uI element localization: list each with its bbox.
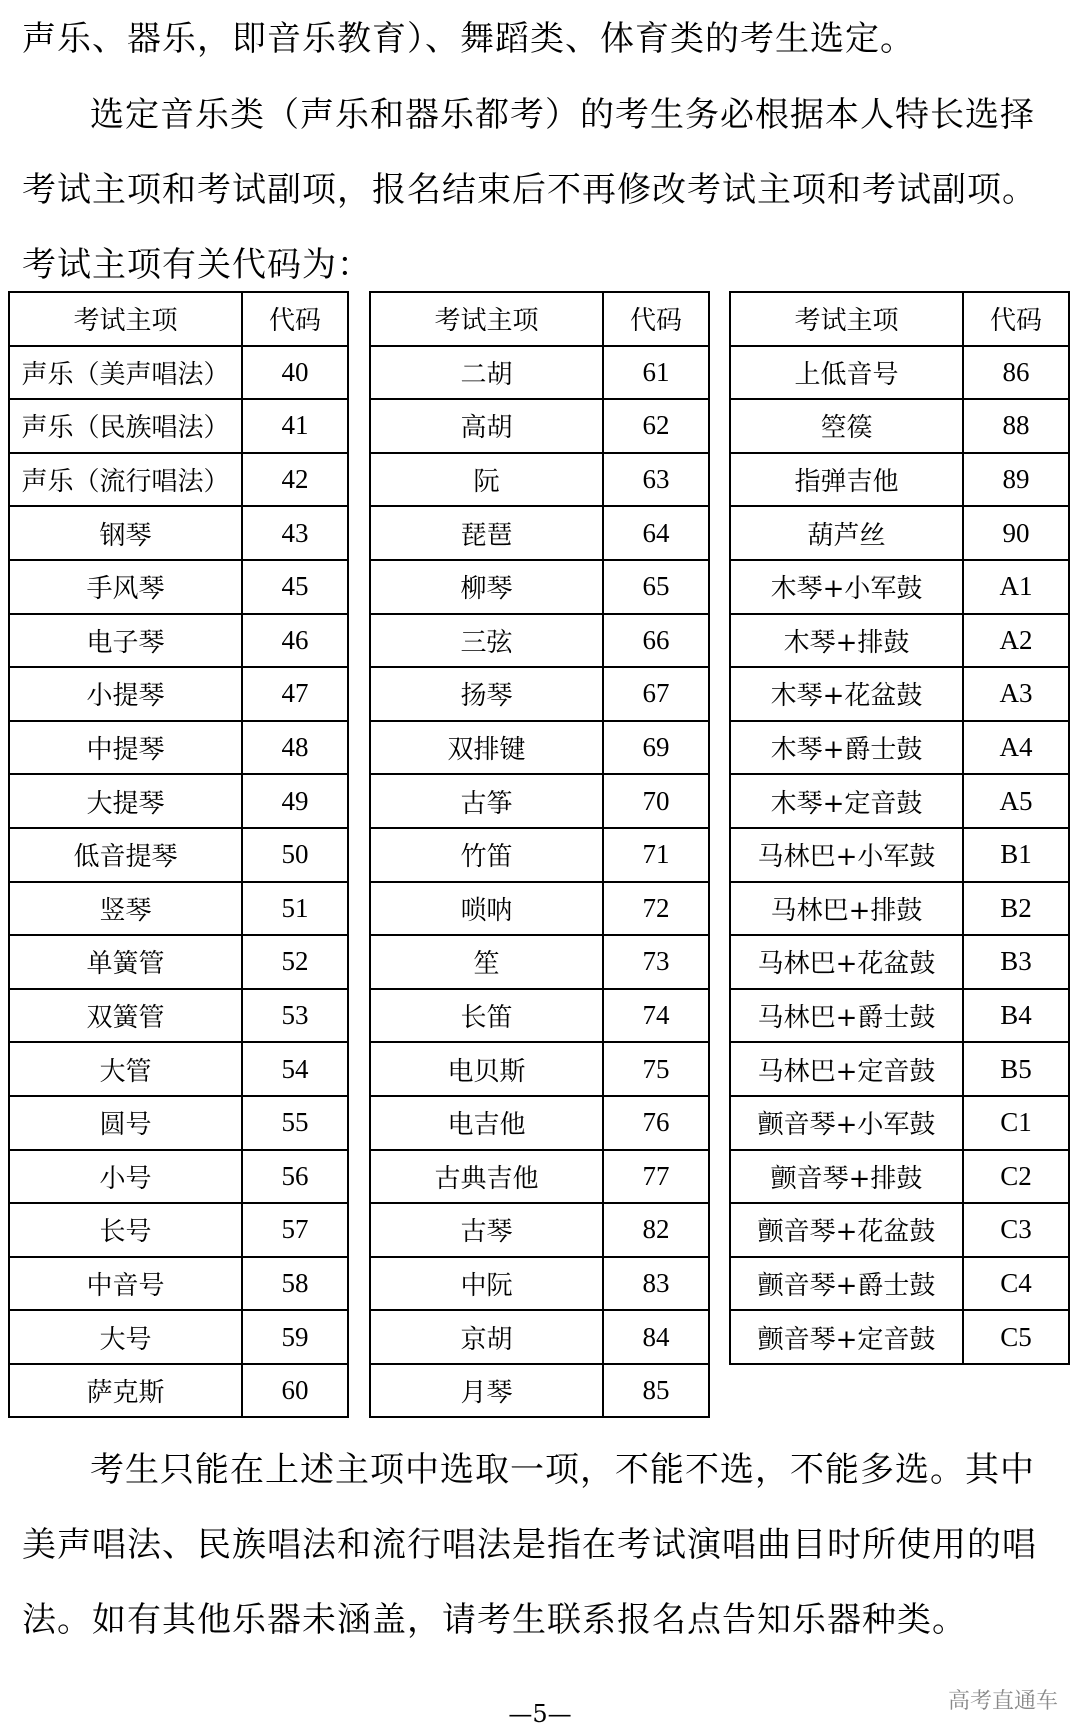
code-cell: 66 [603,614,709,668]
code-cell: 50 [242,828,348,882]
exam-item-cell: 长笛 [370,989,603,1043]
exam-item-cell: 竖琴 [9,882,242,936]
exam-item-cell: 古典吉他 [370,1150,603,1204]
exam-item-cell: 声乐（民族唱法） [9,399,242,453]
table-row [9,399,348,453]
code-cell: 55 [242,1096,348,1150]
exam-item-cell: 指弹吉他 [730,453,963,507]
code-cell: 82 [603,1203,709,1257]
code-cell: 89 [963,453,1069,507]
exam-item-cell: 中音号 [9,1257,242,1311]
exam-item-cell: 木琴+定音鼓 [730,774,963,828]
code-cell: C5 [963,1310,1069,1364]
code-cell: 67 [603,667,709,721]
table-row [9,989,348,1043]
exam-item-cell: 单簧管 [9,935,242,989]
table-row [370,560,709,614]
code-cell: 46 [242,614,348,668]
exam-item-cell: 马林巴+爵士鼓 [730,989,963,1043]
exam-item-cell: 马林巴+小军鼓 [730,828,963,882]
paragraph-top: 声乐、器乐，即音乐教育）、舞蹈类、体育类的考生选定。 [22,19,915,59]
exam-item-cell: 小提琴 [9,667,242,721]
exam-item-cell: 大号 [9,1310,242,1364]
exam-item-cell: 马林巴+定音鼓 [730,1042,963,1096]
exam-item-cell: 扬琴 [370,667,603,721]
code-cell: 90 [963,506,1069,560]
exam-item-cell: 双簧管 [9,989,242,1043]
code-cell: A1 [963,560,1069,614]
exam-item-cell: 中提琴 [9,721,242,775]
paragraph-note: 考生只能在上述主项中选取一项，不能不选，不能多选。其中美声唱法、民族唱法和流行唱法是指在考试演唱曲目时所使用的唱法。如有其他乐器未涵盖，请考生联系报名点告知乐器种类。 [22,1450,1037,1640]
table-row [9,882,348,936]
exam-item-cell: 中阮 [370,1257,603,1311]
code-cell: 64 [603,506,709,560]
table-row [370,989,709,1043]
exam-item-cell: 箜篌 [730,399,963,453]
code-cell: 54 [242,1042,348,1096]
code-cell: 65 [603,560,709,614]
table-row [370,1150,709,1204]
code-cell: 40 [242,346,348,400]
table-row [730,560,1069,614]
code-cell: A5 [963,774,1069,828]
table-row [9,1096,348,1150]
code-cell: 69 [603,721,709,775]
exam-item-cell: 声乐（流行唱法） [9,453,242,507]
code-cell: 63 [603,453,709,507]
exam-item-cell: 小号 [9,1150,242,1204]
table-row [730,1310,1069,1364]
code-cell: 58 [242,1257,348,1311]
table-row [370,453,709,507]
code-cell: 84 [603,1310,709,1364]
exam-item-cell: 笙 [370,935,603,989]
code-cell: 49 [242,774,348,828]
header-exam-item: 考试主项 [730,292,963,346]
code-cell: A2 [963,614,1069,668]
exam-item-cell: 木琴+花盆鼓 [730,667,963,721]
table-row [9,1310,348,1364]
paragraph-intro: 选定音乐类（声乐和器乐都考）的考生务必根据本人特长选择考试主项和考试副项，报名结束后不再修改考试主项和考试副项。考试主项有关代码为： [22,95,1037,285]
code-cell: C1 [963,1096,1069,1150]
exam-item-cell: 萨克斯 [9,1364,242,1418]
exam-item-cell: 颤音琴+爵士鼓 [730,1257,963,1311]
table-row [370,882,709,936]
exam-item-cell: 颤音琴+小军鼓 [730,1096,963,1150]
table-row [9,453,348,507]
table-row [370,1310,709,1364]
exam-item-cell: 长号 [9,1203,242,1257]
exam-item-cell: 双排键 [370,721,603,775]
header-exam-item: 考试主项 [370,292,603,346]
code-cell: 77 [603,1150,709,1204]
code-cell: 53 [242,989,348,1043]
exam-item-cell: 三弦 [370,614,603,668]
code-cell: B1 [963,828,1069,882]
code-cell: B4 [963,989,1069,1043]
exam-item-cell: 低音提琴 [9,828,242,882]
exam-item-cell: 颤音琴+排鼓 [730,1150,963,1204]
table-row [730,828,1069,882]
table-row [9,935,348,989]
code-cell: 56 [242,1150,348,1204]
code-cell: C4 [963,1257,1069,1311]
code-cell: 85 [603,1364,709,1418]
exam-item-cell: 大提琴 [9,774,242,828]
watermark: 高考直通车 [948,1689,1059,1714]
code-cell: 74 [603,989,709,1043]
code-cell: 73 [603,935,709,989]
code-cell: 42 [242,453,348,507]
table-row [370,1042,709,1096]
code-cell: 59 [242,1310,348,1364]
code-cell: 60 [242,1364,348,1418]
exam-item-cell: 声乐（美声唱法） [9,346,242,400]
code-cell: 62 [603,399,709,453]
table-row [730,1042,1069,1096]
table-row [730,721,1069,775]
table-row [730,667,1069,721]
code-cell: 61 [603,346,709,400]
code-cell: 47 [242,667,348,721]
code-cell: 72 [603,882,709,936]
exam-item-cell: 马林巴+花盆鼓 [730,935,963,989]
exam-item-cell: 电贝斯 [370,1042,603,1096]
table-row [9,614,348,668]
code-cell: 88 [963,399,1069,453]
exam-item-cell: 木琴+小军鼓 [730,560,963,614]
exam-item-cell: 木琴+爵士鼓 [730,721,963,775]
table-row [370,667,709,721]
exam-item-cell: 电吉他 [370,1096,603,1150]
exam-item-cell: 大管 [9,1042,242,1096]
table-row [730,989,1069,1043]
table-row [9,667,348,721]
code-cell: 83 [603,1257,709,1311]
exam-item-cell: 京胡 [370,1310,603,1364]
table-row [9,346,348,400]
code-table-3 [729,291,1070,1365]
code-cell: C2 [963,1150,1069,1204]
table-row [9,560,348,614]
exam-item-cell: 圆号 [9,1096,242,1150]
exam-item-cell: 手风琴 [9,560,242,614]
code-cell: 48 [242,721,348,775]
code-cell: A3 [963,667,1069,721]
code-cell: 75 [603,1042,709,1096]
exam-item-cell: 月琴 [370,1364,603,1418]
table-row [370,399,709,453]
table-row [730,506,1069,560]
code-cell: 70 [603,774,709,828]
code-cell: 76 [603,1096,709,1150]
table-row [730,1150,1069,1204]
table-row [370,1364,709,1418]
table-row [730,614,1069,668]
header-code: 代码 [242,292,348,346]
code-cell: 52 [242,935,348,989]
code-table-1 [8,291,349,1418]
code-cell: 51 [242,882,348,936]
table-row [9,1203,348,1257]
table-row [730,399,1069,453]
table-row [370,1257,709,1311]
exam-item-cell: 柳琴 [370,560,603,614]
code-cell: 41 [242,399,348,453]
header-exam-item: 考试主项 [9,292,242,346]
exam-item-cell: 唢呐 [370,882,603,936]
exam-item-cell: 马林巴+排鼓 [730,882,963,936]
table-row [370,1203,709,1257]
table-row [370,935,709,989]
table-row [9,828,348,882]
code-cell: 57 [242,1203,348,1257]
exam-item-cell: 颤音琴+定音鼓 [730,1310,963,1364]
table-row [9,1150,348,1204]
exam-item-cell: 高胡 [370,399,603,453]
header-code: 代码 [603,292,709,346]
table-row [370,1096,709,1150]
exam-item-cell: 竹笛 [370,828,603,882]
table-row [730,935,1069,989]
table-row [730,1096,1069,1150]
table-row [730,882,1069,936]
table-row [370,506,709,560]
table-row [370,614,709,668]
code-cell: 43 [242,506,348,560]
table-row [9,721,348,775]
table-row [9,1364,348,1418]
code-table-2 [369,291,710,1418]
code-cell: B5 [963,1042,1069,1096]
table-row [9,1042,348,1096]
table-row [370,828,709,882]
table-row [370,721,709,775]
exam-item-cell: 葫芦丝 [730,506,963,560]
table-row [730,1257,1069,1311]
table-row [9,506,348,560]
exam-item-cell: 电子琴 [9,614,242,668]
exam-item-cell: 琵琶 [370,506,603,560]
exam-item-cell: 颤音琴+花盆鼓 [730,1203,963,1257]
exam-item-cell: 古琴 [370,1203,603,1257]
table-row [370,346,709,400]
code-cell: 71 [603,828,709,882]
exam-item-cell: 上低音号 [730,346,963,400]
exam-item-cell: 木琴+排鼓 [730,614,963,668]
page-number: —5— [508,1700,572,1728]
table-row [9,774,348,828]
table-row [370,774,709,828]
table-row [730,774,1069,828]
code-cell: 86 [963,346,1069,400]
code-cell: 45 [242,560,348,614]
code-cell: B2 [963,882,1069,936]
code-cell: C3 [963,1203,1069,1257]
exam-item-cell: 钢琴 [9,506,242,560]
exam-item-cell: 古筝 [370,774,603,828]
header-code: 代码 [963,292,1069,346]
code-cell: A4 [963,721,1069,775]
table-row [730,1203,1069,1257]
table-row [9,1257,348,1311]
code-cell: B3 [963,935,1069,989]
exam-item-cell: 阮 [370,453,603,507]
table-row [730,346,1069,400]
table-row [730,453,1069,507]
exam-item-cell: 二胡 [370,346,603,400]
